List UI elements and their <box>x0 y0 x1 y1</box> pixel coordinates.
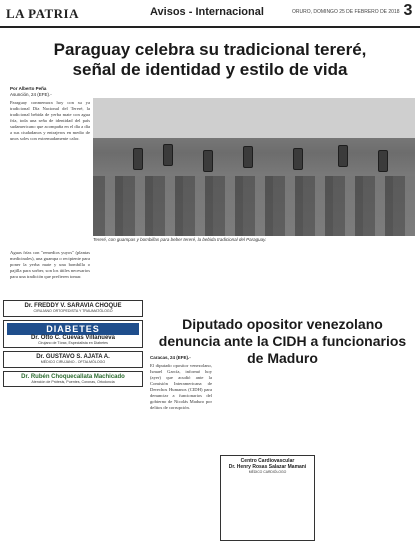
ad-cardio-title: Centro Cardiovascular <box>240 458 295 464</box>
byline-author: Por Alberto Peña <box>10 86 47 91</box>
newspaper-logo: LA PATRIA <box>6 6 79 21</box>
terere-photo <box>93 98 415 236</box>
guampa-icon <box>378 150 388 172</box>
ad-doctor-specialty: MÉDICO CIRUJANO - OFTALMÓLOGO <box>40 360 106 365</box>
ad-diabetes <box>3 320 143 349</box>
ad-doctor-name: Dr. Rubén Choquecallata Machicado <box>21 373 125 380</box>
ad-doctor-specialty: Atención de Prótesis, Puentes, Coronas, Ortodoncia <box>31 379 115 384</box>
guampa-icon <box>133 148 143 170</box>
photo-sky <box>93 98 415 138</box>
photo-caption: Tereré, con guampas y bombillas para beber tereré, la bebida tradicional del Paraguay. <box>93 237 267 242</box>
headline-terere: Paraguay celebra su tradicional tereré, señal de identidad y estilo de vida <box>53 40 367 79</box>
guampa-icon <box>243 146 253 168</box>
article1-col2: Aguas frías con "remedios yuyos" (plantas medicinales), una guampa o recipiente para poner la yerba mate y una bombilla o pajilla para sorber, son los útiles necesarios para una tradición que prefieren tomar. <box>10 250 90 279</box>
ad-doctor-saravia <box>3 300 143 317</box>
guampa-icon <box>293 148 303 170</box>
page-number: 3 <box>403 2 413 19</box>
ad-doctor-name: Dr. Otto C. Cuevas Villanueva <box>31 334 115 341</box>
ad-doctor-choquecallata <box>3 371 143 388</box>
guampa-icon <box>203 150 213 172</box>
byline-place: Asunción, 24 (EFE).- <box>10 92 52 97</box>
ad-doctor-specialty: Cirujano de Tórax, Especialista en Diabetes <box>38 340 108 345</box>
section-title: Avisos - Internacional <box>150 6 264 18</box>
headline-diputado: Diputado opositor venezolano denuncia ante la CIDH a funcionarios de Maduro <box>158 316 407 366</box>
ad-cardio <box>220 455 315 541</box>
ad-doctor-specialty: CIRUJANO ORTOPEDISTA Y TRAUMATÓLOGO <box>33 309 113 313</box>
article2-lede: El diputado opositor venezolano, Ismael García, informó hoy (ayer) que acudió ante la Comisión Interamericana de Derechos Humanos (CIDH) para denunciar a funcionarios del gobierno de Nicolás Maduro por delitos de corrupción. <box>150 363 212 410</box>
ad-doctor-name: Dr. GUSTAVO S. AJATA A. <box>36 354 110 361</box>
photo-crowd <box>93 176 415 236</box>
article1-byline <box>10 86 52 98</box>
article2-place: Caracas, 24 (EFE).- <box>150 355 191 360</box>
ad-doctor-name: Dr. FREDDY V. SARAVIA CHOQUE <box>24 303 122 309</box>
guampa-icon <box>163 144 173 166</box>
ad-doctor-specialty: MÉDICO CARDIÓLOGO <box>248 470 287 474</box>
ad-doctor-name: Dr. Henry Rosas Salazar Mamani <box>228 464 307 470</box>
ad-doctor-ajata <box>3 351 143 368</box>
ads-column <box>3 300 143 390</box>
guampa-icon <box>338 145 348 167</box>
ad-banner: DIABETES <box>7 323 139 335</box>
masthead <box>0 0 420 28</box>
article1-col1: Paraguay conmemora hoy con su ya tradicional Día Nacional del Tereré, la tradicional bebida de yerba mate con agua fría, toda una seña de identidad del país sudamericano que acompaña en el día a día a sus ciudadanos y entrajeros en medio de unos soles con extremadamente calor. <box>10 100 90 141</box>
dateline: ORURO, DOMINGO 25 DE FEBRERO DE 2018 <box>292 9 400 15</box>
